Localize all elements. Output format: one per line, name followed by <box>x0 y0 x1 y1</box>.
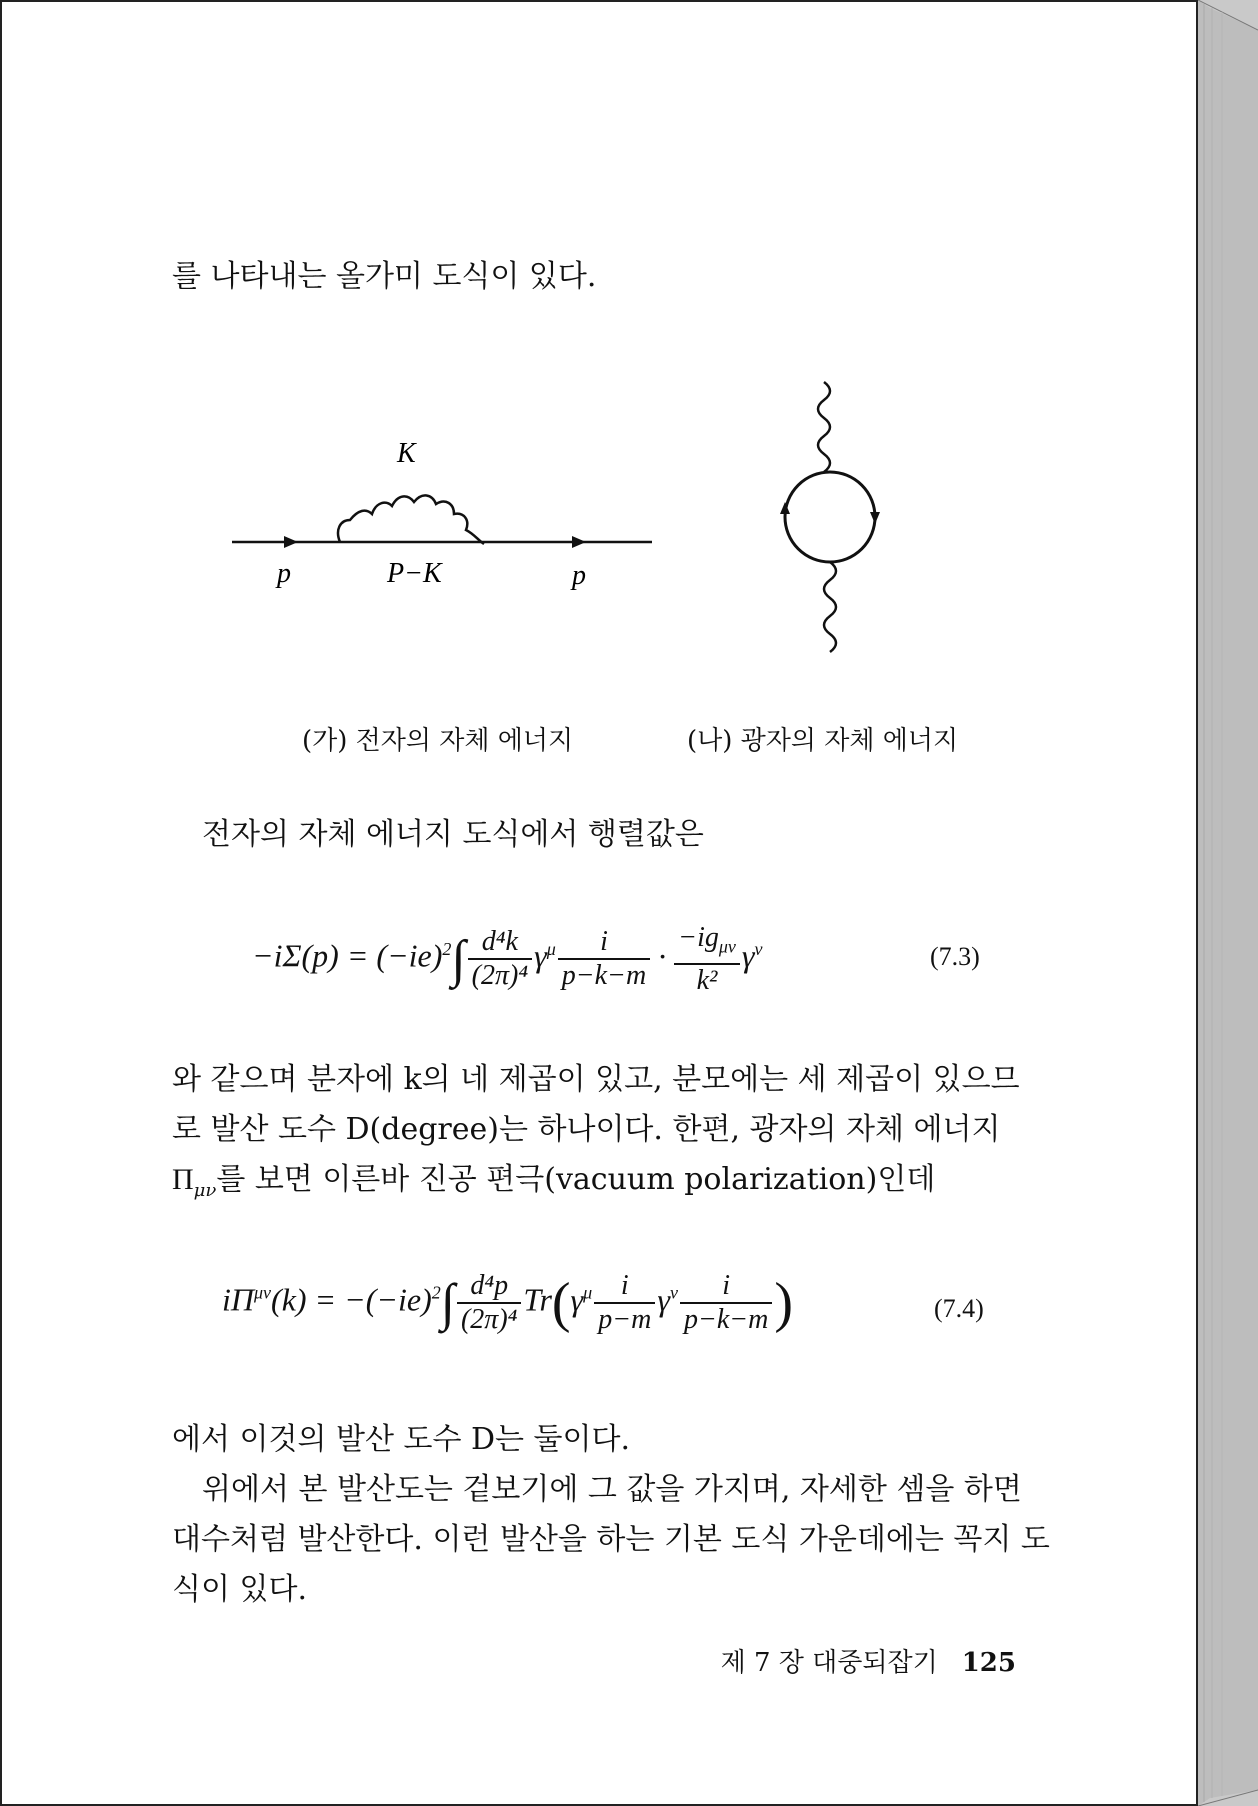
text-line-after-eq73-1: 와 같으며 분자에 k의 네 제곱이 있고, 분모에는 세 제곱이 있으므 <box>172 1062 1020 1097</box>
eq74-gamma-nu: γ <box>657 1281 670 1318</box>
right-paren: ) <box>774 1272 794 1334</box>
fermion-loop <box>785 472 875 562</box>
text-line-after-eq74: 에서 이것의 발산 도수 D는 둘이다. <box>172 1422 631 1457</box>
feynman-diagrams <box>2 362 1200 782</box>
equation-number-7-4: (7.4) <box>934 1294 984 1323</box>
electron-self-energy-diagram <box>232 438 652 591</box>
photon-wavy-line <box>338 495 484 544</box>
caption-photon-self-energy: (나) 광자의 자체 에너지 <box>687 726 959 756</box>
left-paren: ( <box>551 1272 571 1334</box>
eq74-frac2: $\frac{i}{p-m}$ <box>594 1270 655 1336</box>
page-footer <box>721 1642 1016 1679</box>
eq73-lhs: −iΣ(p) = (−ie) <box>252 937 443 974</box>
chapter-title: 제 7 장 대중되잡기 <box>720 1648 938 1678</box>
text-rest: 를 보면 이른바 진공 편극(vacuum polarization)인데 <box>216 1162 936 1197</box>
arrow-right-icon <box>572 536 586 548</box>
integral-sign: ∫ <box>451 930 466 988</box>
arrow-left-icon <box>284 536 298 548</box>
eq73-frac1: $\frac{\text{d⁴k}}{\text{(2π)⁴}}$ <box>468 926 532 992</box>
label-k: K <box>397 438 416 469</box>
eq73-gamma-mu: γ <box>534 937 547 974</box>
label-p-minus-k: P−K <box>387 558 442 589</box>
eq74-frac3: $\frac{i}{p-k-m}$ <box>680 1270 772 1336</box>
text-line-p2-3: 식이 있다. <box>172 1572 307 1607</box>
eq73-dot: · <box>658 937 667 974</box>
text-line-after-eq73-2: 로 발산 도수 D(degree)는 하나이다. 한편, 광자의 자체 에너지 <box>172 1112 1001 1147</box>
pi-subscript: μν <box>193 1180 217 1201</box>
text-line-after-eq73-3 <box>172 1155 1017 1216</box>
eq73-frac2: $\frac{i}{p-k-m}$ <box>558 926 650 992</box>
text-line-intro-sentence: 를 나타내는 올가미 도식이 있다. <box>172 259 597 294</box>
text-line-p2-2: 대수처럼 발산한다. 이런 발산을 하는 기본 도식 가운데에는 꼭지 도 <box>172 1522 1050 1557</box>
eq73-gamma-nu: γ <box>741 937 755 974</box>
page-number: 125 <box>961 1648 1016 1678</box>
label-p-right: p <box>572 560 586 591</box>
eq74-lhs: iΠ <box>222 1281 254 1318</box>
equation-7-4: $i\Pi^{\mu\nu}(k) = -(-ie)^2\int$ $\frac{\text{d⁴p}}{\text{(2π)⁴}}$ $Tr(\gamma^\mu$ $\frac{i}{p-m}$ $\gamma^\nu$ $\frac{i}{p-k-m}$ ) <box>222 1270 794 1335</box>
integral-sign: ∫ <box>440 1274 455 1332</box>
photon-self-energy-diagram <box>780 382 880 652</box>
pi-symbol: Π <box>172 1163 194 1196</box>
book-page-edges <box>1198 0 1258 1806</box>
label-p-left: p <box>277 558 291 589</box>
loop-arrow-right-icon <box>870 512 880 524</box>
text-line-p2-1: 위에서 본 발산도는 겉보기에 그 값을 가지며, 자세한 셈을 하면 <box>202 1472 1022 1507</box>
eq74-lhs2: (k) = −(−ie) <box>271 1281 432 1318</box>
eq74-trace: Tr <box>523 1281 552 1318</box>
caption-electron-self-energy: (가) 전자의 자체 에너지 <box>302 726 574 756</box>
text-line-matrix-intro: 전자의 자체 에너지 도식에서 행렬값은 <box>202 817 704 852</box>
photon-wavy-line-bottom <box>824 562 836 652</box>
eq73-frac3: $\frac{-ig_{\mu\nu}}{\text{k²}}$ <box>674 922 740 997</box>
eq73-lhs-exp: 2 <box>442 938 452 959</box>
eq74-frac1: $\frac{\text{d⁴p}}{\text{(2π)⁴}}$ <box>457 1270 521 1336</box>
equation-number-7-3: (7.3) <box>930 942 980 971</box>
equation-7-3: $-i\Sigma(p) = (-ie)^2\int$ $\frac{\text{d⁴k}}{\text{(2π)⁴}}$ $\gamma^\mu$ $\frac{i}{p-k-m}$ · $\frac{-ig_{\mu\nu}}{\text{k²}}$ $\gamma^\nu$ <box>252 922 763 996</box>
eq74-gamma-mu: γ <box>570 1281 584 1318</box>
photon-wavy-line-top <box>818 382 830 472</box>
